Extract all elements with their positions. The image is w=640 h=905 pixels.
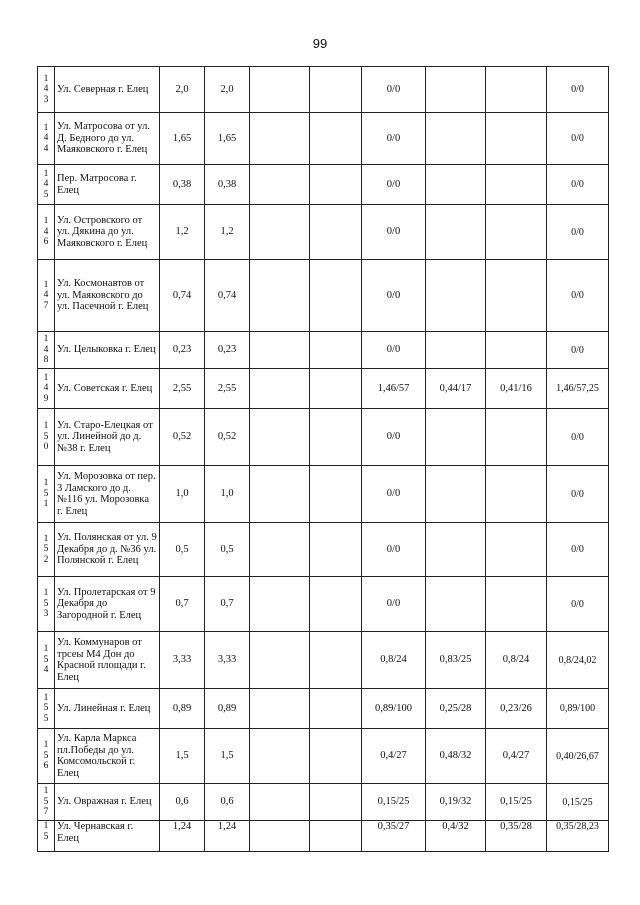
col5-cell: 0/0 (362, 113, 426, 165)
col5-cell: 0,35/27 (362, 821, 426, 852)
col6-cell (426, 113, 486, 165)
row-number-cell: 1 5 1 (38, 466, 55, 523)
length-cell: 0,5 (205, 523, 250, 577)
street-name-cell: Ул. Целыковка г. Елец (55, 332, 160, 369)
table-row (38, 784, 609, 821)
length-total-cell: 0,38 (160, 165, 205, 205)
table-row (38, 165, 609, 205)
col5-cell: 0,4/27 (362, 729, 426, 784)
col8-cell: 0/0 (547, 260, 609, 332)
street-name-cell: Ул. Советская г. Елец (55, 369, 160, 409)
col3-cell (250, 689, 310, 729)
col7-cell (486, 409, 547, 466)
col6-cell (426, 577, 486, 632)
table-row (38, 689, 609, 729)
col8-cell: 0/0 (547, 523, 609, 577)
table-row (38, 260, 609, 332)
col7-cell (486, 165, 547, 205)
col4-cell (310, 729, 362, 784)
col3-cell (250, 784, 310, 821)
col5-cell: 0/0 (362, 332, 426, 369)
row-number-cell: 1 4 9 (38, 369, 55, 409)
roads-table (37, 66, 609, 852)
row-number-cell: 1 4 3 (38, 67, 55, 113)
col4-cell (310, 260, 362, 332)
col5-cell: 0/0 (362, 260, 426, 332)
col4-cell (310, 784, 362, 821)
street-name-cell: Ул. Полянская от ул. 9 Декабря до д. №36 ул. Полянской г. Елец (55, 523, 160, 577)
col8-cell: 0/0 (547, 577, 609, 632)
col4-cell (310, 165, 362, 205)
col3-cell (250, 466, 310, 523)
col4-cell (310, 632, 362, 689)
table-row (38, 67, 609, 113)
col6-cell (426, 67, 486, 113)
length-cell: 0,23 (205, 332, 250, 369)
col7-cell (486, 205, 547, 260)
length-total-cell: 1,5 (160, 729, 205, 784)
table-body (38, 67, 609, 852)
col7-cell (486, 260, 547, 332)
length-total-cell: 3,33 (160, 632, 205, 689)
col3-cell (250, 205, 310, 260)
table-row (38, 409, 609, 466)
street-name-cell: Ул. Овражная г. Елец (55, 784, 160, 821)
street-name-cell: Ул. Матросова от ул. Д. Бедного до ул. Маяковского г. Елец (55, 113, 160, 165)
row-number-cell: 1 5 6 (38, 729, 55, 784)
col5-cell: 0/0 (362, 466, 426, 523)
col7-cell (486, 332, 547, 369)
length-cell: 0,6 (205, 784, 250, 821)
col3-cell (250, 369, 310, 409)
col8-cell: 0,35/28,23 (547, 821, 609, 852)
row-number-cell: 1 5 5 (38, 689, 55, 729)
col4-cell (310, 369, 362, 409)
col5-cell: 0/0 (362, 205, 426, 260)
length-total-cell: 2,0 (160, 67, 205, 113)
col7-cell (486, 523, 547, 577)
col8-cell: 0,40/26,67 (547, 729, 609, 784)
row-number-cell: 1 4 7 (38, 260, 55, 332)
col3-cell (250, 821, 310, 852)
col7-cell: 0,4/27 (486, 729, 547, 784)
col5-cell: 0/0 (362, 165, 426, 205)
length-cell: 0,52 (205, 409, 250, 466)
row-number-cell: 1 5 3 (38, 577, 55, 632)
col7-cell: 0,41/16 (486, 369, 547, 409)
street-name-cell: Ул. Старо-Елецкая от ул. Линейной до д. №38 г. Елец (55, 409, 160, 466)
street-name-cell: Ул. Карла Маркса пл.Победы до ул. Комсомольской г. Елец (55, 729, 160, 784)
row-number-cell: 1 5 (38, 821, 55, 852)
row-number-cell: 1 5 4 (38, 632, 55, 689)
street-name-cell: Ул. Островского от ул. Дякина до ул. Маяковского г. Елец (55, 205, 160, 260)
col4-cell (310, 523, 362, 577)
col6-cell (426, 260, 486, 332)
col3-cell (250, 523, 310, 577)
col7-cell (486, 67, 547, 113)
col4-cell (310, 577, 362, 632)
table-row (38, 632, 609, 689)
col6-cell (426, 466, 486, 523)
col4-cell (310, 689, 362, 729)
length-total-cell: 0,6 (160, 784, 205, 821)
table-row (38, 466, 609, 523)
col6-cell (426, 165, 486, 205)
col6-cell (426, 523, 486, 577)
row-number-cell: 1 5 7 (38, 784, 55, 821)
length-cell: 2,0 (205, 67, 250, 113)
row-number-cell: 1 4 8 (38, 332, 55, 369)
length-cell: 0,38 (205, 165, 250, 205)
col8-cell: 0/0 (547, 205, 609, 260)
col6-cell: 0,48/32 (426, 729, 486, 784)
length-total-cell: 0,5 (160, 523, 205, 577)
length-total-cell: 1,0 (160, 466, 205, 523)
col3-cell (250, 577, 310, 632)
length-cell: 2,55 (205, 369, 250, 409)
page-number: 99 (312, 36, 328, 51)
length-cell: 1,24 (205, 821, 250, 852)
col3-cell (250, 67, 310, 113)
col6-cell (426, 332, 486, 369)
col4-cell (310, 466, 362, 523)
table-row (38, 729, 609, 784)
col4-cell (310, 821, 362, 852)
col5-cell: 0,8/24 (362, 632, 426, 689)
col8-cell: 0/0 (547, 165, 609, 205)
table-row (38, 332, 609, 369)
length-total-cell: 0,7 (160, 577, 205, 632)
length-cell: 1,5 (205, 729, 250, 784)
row-number-cell: 1 4 5 (38, 165, 55, 205)
col3-cell (250, 113, 310, 165)
col6-cell (426, 205, 486, 260)
col8-cell: 0,89/100 (547, 689, 609, 729)
table-row (38, 523, 609, 577)
col7-cell: 0,15/25 (486, 784, 547, 821)
length-cell: 1,65 (205, 113, 250, 165)
col8-cell: 0/0 (547, 332, 609, 369)
length-total-cell: 1,2 (160, 205, 205, 260)
col7-cell: 0,23/26 (486, 689, 547, 729)
col5-cell: 0,89/100 (362, 689, 426, 729)
col6-cell: 0,25/28 (426, 689, 486, 729)
row-number-cell: 1 4 4 (38, 113, 55, 165)
length-total-cell: 0,89 (160, 689, 205, 729)
col8-cell: 0/0 (547, 409, 609, 466)
col3-cell (250, 632, 310, 689)
col4-cell (310, 67, 362, 113)
table-row (38, 113, 609, 165)
street-name-cell: Ул. Чернавская г. Елец (55, 821, 160, 852)
col7-cell (486, 466, 547, 523)
street-name-cell: Ул. Пролетарская от 9 Декабря до Загородной г. Елец (55, 577, 160, 632)
col4-cell (310, 113, 362, 165)
table-row (38, 205, 609, 260)
length-cell: 0,74 (205, 260, 250, 332)
row-number-cell: 1 4 6 (38, 205, 55, 260)
street-name-cell: Ул. Северная г. Елец (55, 67, 160, 113)
length-total-cell: 0,74 (160, 260, 205, 332)
col5-cell: 0/0 (362, 409, 426, 466)
col5-cell: 1,46/57 (362, 369, 426, 409)
length-total-cell: 0,52 (160, 409, 205, 466)
col8-cell: 0/0 (547, 113, 609, 165)
street-name-cell: Ул. Космонавтов от ул. Маяковского до ул. Пасечной г. Елец (55, 260, 160, 332)
length-cell: 1,0 (205, 466, 250, 523)
table-row (38, 577, 609, 632)
table-row (38, 369, 609, 409)
street-name-cell: Пер. Матросова г. Елец (55, 165, 160, 205)
length-cell: 1,2 (205, 205, 250, 260)
length-cell: 0,7 (205, 577, 250, 632)
col6-cell: 0,83/25 (426, 632, 486, 689)
col8-cell: 1,46/57,25 (547, 369, 609, 409)
col8-cell: 0/0 (547, 466, 609, 523)
col6-cell (426, 409, 486, 466)
street-name-cell: Ул. Линейная г. Елец (55, 689, 160, 729)
street-name-cell: Ул. Коммунаров от трсеы М4 Дон до Красной площади г. Елец (55, 632, 160, 689)
col4-cell (310, 409, 362, 466)
col7-cell (486, 113, 547, 165)
length-total-cell: 0,23 (160, 332, 205, 369)
col6-cell: 0,4/32 (426, 821, 486, 852)
col5-cell: 0/0 (362, 523, 426, 577)
col4-cell (310, 332, 362, 369)
row-number-cell: 1 5 2 (38, 523, 55, 577)
length-total-cell: 2,55 (160, 369, 205, 409)
col8-cell: 0,8/24,02 (547, 632, 609, 689)
col5-cell: 0,15/25 (362, 784, 426, 821)
col6-cell: 0,44/17 (426, 369, 486, 409)
col8-cell: 0,15/25 (547, 784, 609, 821)
col5-cell: 0/0 (362, 577, 426, 632)
col3-cell (250, 332, 310, 369)
table-row (38, 821, 609, 852)
length-cell: 0,89 (205, 689, 250, 729)
col7-cell (486, 577, 547, 632)
length-cell: 3,33 (205, 632, 250, 689)
col6-cell: 0,19/32 (426, 784, 486, 821)
street-name-cell: Ул. Морозовка от пер. 3 Ламского до д. №116 ул. Морозовка г. Елец (55, 466, 160, 523)
col7-cell: 0,35/28 (486, 821, 547, 852)
col4-cell (310, 205, 362, 260)
col3-cell (250, 165, 310, 205)
col7-cell: 0,8/24 (486, 632, 547, 689)
length-total-cell: 1,24 (160, 821, 205, 852)
col3-cell (250, 409, 310, 466)
col5-cell: 0/0 (362, 67, 426, 113)
length-total-cell: 1,65 (160, 113, 205, 165)
col3-cell (250, 260, 310, 332)
col8-cell: 0/0 (547, 67, 609, 113)
row-number-cell: 1 5 0 (38, 409, 55, 466)
col3-cell (250, 729, 310, 784)
